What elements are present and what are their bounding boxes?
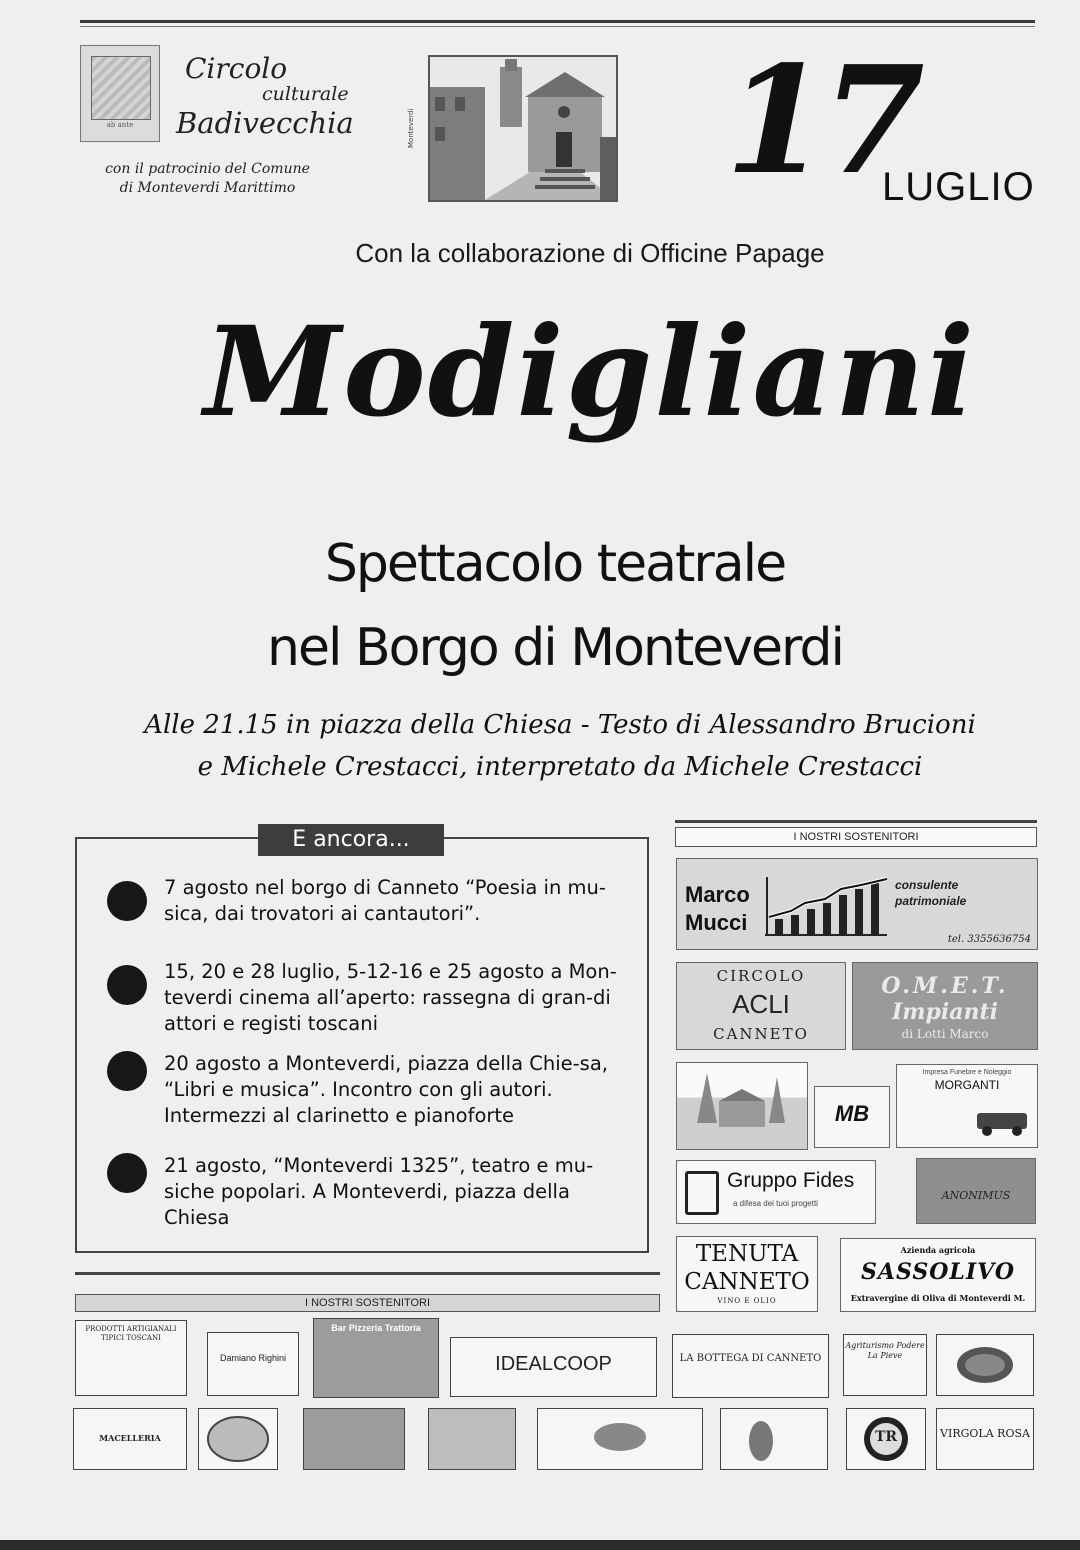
sponsor-name-line1: Marco xyxy=(685,882,750,907)
sponsor-name-line2: Mucci xyxy=(685,910,748,935)
acli-line2: ACLI xyxy=(732,989,790,1019)
event-details xyxy=(100,704,1020,788)
sponsor-logo xyxy=(73,1408,187,1470)
car-icon xyxy=(975,1103,1029,1139)
bullet-icon xyxy=(107,965,147,1005)
photo-caption: Monteverdi xyxy=(407,108,415,148)
sponsor-morganti xyxy=(896,1064,1038,1148)
sponsor-logo xyxy=(313,1318,439,1398)
sponsor-role-line2: patrimoniale xyxy=(895,894,967,908)
acli-line1: CIRCOLO xyxy=(716,967,806,985)
fides-logo-icon xyxy=(685,1171,719,1215)
sponsor-role xyxy=(895,877,966,909)
sponsor-logo xyxy=(75,1320,187,1396)
sponsor-logo xyxy=(672,1334,829,1398)
top-rule-thin xyxy=(80,26,1035,27)
sponsor-logo-text: MACELLERIA xyxy=(99,1433,161,1443)
patronage-line2: di Monteverdi Marittimo xyxy=(119,180,296,196)
sponsor-logo xyxy=(843,1334,927,1396)
top-rule xyxy=(80,20,1035,23)
details-line1: Alle 21.15 in piazza della Chiesa - Testo di Alessandro Brucioni xyxy=(144,710,976,740)
sponsor-mb xyxy=(814,1086,890,1148)
sponsor-circolo-acli xyxy=(676,962,846,1050)
omet-line1: O.M.E.T. xyxy=(881,973,1009,999)
sponsor-village-picture xyxy=(676,1062,808,1150)
acli-line3: CANNETO xyxy=(713,1025,809,1043)
sponsors-bottom-rule xyxy=(75,1272,660,1275)
sponsors-right-rule xyxy=(675,820,1037,823)
sponsors-right-header: I NOSTRI SOSTENITORI xyxy=(675,827,1037,847)
sponsor-name xyxy=(685,881,750,937)
bullet-icon xyxy=(107,881,147,921)
sponsor-tenuta-canneto xyxy=(676,1236,818,1312)
morganti-line1: Impresa Funebre e Noleggio xyxy=(922,1069,1012,1076)
omet-line3: di Lotti Marco xyxy=(901,1027,989,1041)
subtitle-line1: Spettacolo teatrale xyxy=(324,534,786,594)
organizer-line3: Badivecchia xyxy=(176,106,354,140)
sponsor-logo-text: IDEALCOOP xyxy=(495,1353,612,1375)
event-day: 17 xyxy=(725,33,919,207)
morganti-line2: MORGANTI xyxy=(934,1078,1000,1092)
sponsor-gruppo-fides xyxy=(676,1160,876,1224)
church-photo-illustration xyxy=(430,57,616,200)
patronage-line1: con il patrocinio del Comune xyxy=(105,161,310,177)
sponsor-logo xyxy=(207,1332,299,1396)
fides-tagline: a difesa dei tuoi progetti xyxy=(733,1199,818,1208)
sponsor-anonimus: ANONIMUS xyxy=(916,1158,1036,1224)
sponsor-logo xyxy=(936,1334,1034,1396)
fides-name: Gruppo Fides xyxy=(727,1169,855,1192)
sponsor-logo-text: TR xyxy=(874,1429,898,1445)
sponsor-logo-text: PRODOTTI ARTIGIANALI TIPICI TOSCANI xyxy=(85,1325,177,1342)
bullet-icon xyxy=(107,1153,147,1193)
event-subtitle xyxy=(0,522,1080,690)
crest-shield xyxy=(91,56,151,120)
sponsor-logo-text: LA BOTTEGA DI CANNETO xyxy=(679,1353,822,1364)
tenuta-line2: CANNETO xyxy=(684,1269,810,1295)
sponsor-logo-text: VIRGOLA ROSA xyxy=(940,1427,1030,1440)
omet-line2: Impianti xyxy=(891,999,999,1025)
sponsor-logo xyxy=(720,1408,828,1470)
sponsor-logo xyxy=(303,1408,405,1470)
mb-logo-text: MB xyxy=(834,1101,870,1126)
bullet-icon xyxy=(107,1051,147,1091)
sasso-line1: Azienda agricola xyxy=(900,1245,976,1255)
sponsor-sassolivo xyxy=(840,1238,1036,1312)
sasso-line3: Extravergine di Oliva di Monteverdi M. xyxy=(850,1293,1026,1303)
sponsor-logo xyxy=(428,1408,516,1470)
emblem-icon xyxy=(538,1409,702,1469)
sponsor-marco-mucci xyxy=(676,858,1038,950)
sponsor-logo-text: Agriturismo Podere La Pieve xyxy=(845,1341,925,1360)
crest-motto: ab ante xyxy=(106,121,134,129)
sponsor-logo xyxy=(198,1408,278,1470)
church-photo xyxy=(428,55,618,202)
sponsor-logo-text: Bar Pizzeria Trattoria xyxy=(331,1323,421,1333)
badge-icon xyxy=(937,1335,1033,1395)
figure-icon xyxy=(721,1409,827,1469)
event-item-text: 15, 20 e 28 luglio, 5-12-16 e 25 agosto a Mon-teverdi cinema all’aperto: rassegna di gran-di attori e registi toscani xyxy=(164,960,617,1035)
event-title: Modigliani xyxy=(203,300,977,445)
sponsor-logo-text: Damiano Righini xyxy=(219,1353,287,1363)
sponsors-bottom-header: I NOSTRI SOSTENITORI xyxy=(75,1294,660,1312)
event-item-text: 21 agosto, “Monteverdi 1325”, teatro e mu-siche popolari. A Monteverdi, piazza della Chiesa xyxy=(164,1154,594,1229)
sponsor-logo xyxy=(846,1408,926,1470)
other-events-box xyxy=(75,837,649,1253)
subtitle-line2: nel Borgo di Monteverdi xyxy=(267,618,843,678)
tenuta-line3: VINO E OLIO xyxy=(717,1297,777,1305)
bottom-bar xyxy=(0,1540,1080,1550)
sponsor-phone: tel. 3355636754 xyxy=(947,934,1031,945)
events-header: E ancora... xyxy=(258,824,444,856)
event-month: LUGLIO xyxy=(882,165,1035,209)
sponsor-logo xyxy=(936,1408,1034,1470)
sponsor-role-line1: consulente xyxy=(895,878,959,892)
sponsor-omet-impianti xyxy=(852,962,1038,1050)
municipal-crest-icon xyxy=(80,45,160,142)
sponsor-logo xyxy=(537,1408,703,1470)
sasso-line2: SASSOLIVO xyxy=(860,1259,1016,1285)
organizer-line1: Circolo xyxy=(185,52,288,85)
organizer-line2: culturale xyxy=(262,83,349,105)
event-item-text: 20 agosto a Monteverdi, piazza della Chie-sa, “Libri e musica”. Incontro con gli autori. Intermezzi al clarinetto e pianoforte xyxy=(164,1052,608,1127)
collaboration-line: Con la collaborazione di Officine Papage xyxy=(355,238,825,268)
tenuta-line1: TENUTA xyxy=(695,1241,799,1267)
details-line2: e Michele Crestacci, interpretato da Michele Crestacci xyxy=(197,752,923,782)
sponsor-logo xyxy=(450,1337,657,1397)
growth-chart-icon xyxy=(761,873,891,939)
seal-icon xyxy=(199,1409,277,1469)
patronage-text xyxy=(95,160,320,198)
village-illustration xyxy=(677,1063,807,1149)
event-item-text: 7 agosto nel borgo di Canneto “Poesia in mu-sica, dai trovatori ai cantautori”. xyxy=(164,876,606,925)
